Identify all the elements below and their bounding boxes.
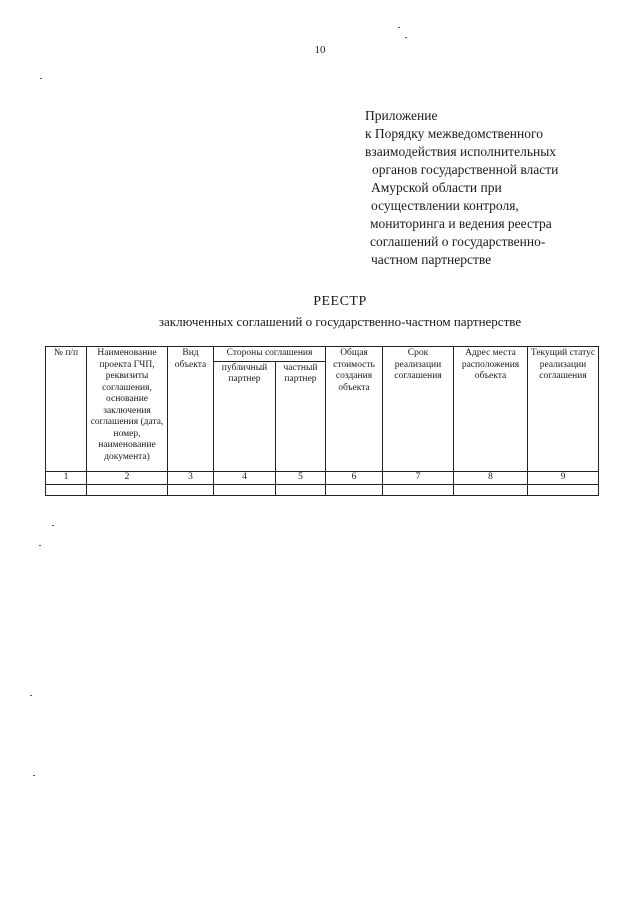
empty-cell <box>87 484 168 495</box>
header-cell-address: Адрес места расположения объекта <box>454 347 528 472</box>
appendix-block <box>365 107 605 269</box>
document-subtitle: заключенных соглашений о государственно-частном партнерстве <box>158 314 522 329</box>
appendix-line: взаимодействия исполнительных <box>365 144 557 159</box>
appendix-line: частном партнерстве <box>371 252 492 267</box>
empty-cell <box>528 484 599 495</box>
header-cell-public-partner: публичный партнер <box>214 361 276 471</box>
header-cell-term: Срок реализации соглашения <box>383 347 454 472</box>
appendix-line: Амурской области при <box>371 180 502 195</box>
column-number-cell: 4 <box>214 471 276 484</box>
header-cell-private-partner: частный партнер <box>276 361 326 471</box>
column-number-cell: 6 <box>326 471 383 484</box>
column-number-cell: 2 <box>87 471 168 484</box>
registry-table <box>45 346 599 496</box>
header-cell-project-name: Наименование проекта ГЧП, реквизиты соглашения, основание заключения соглашения (дата, номер, наименование документа) <box>87 347 168 472</box>
scan-speck <box>39 545 41 546</box>
column-number-cell: 3 <box>168 471 214 484</box>
header-cell-object-type: Вид объекта <box>168 347 214 472</box>
appendix-line: мониторинга и ведения реестра <box>370 216 552 231</box>
appendix-line: осуществлении контроля, <box>371 198 519 213</box>
document-title: РЕЕСТР <box>313 294 367 309</box>
header-row-top <box>46 347 599 362</box>
scan-speck <box>33 775 35 776</box>
page-number: 10 <box>314 44 326 56</box>
scan-speck <box>30 695 32 696</box>
scan-speck <box>40 78 42 79</box>
column-number-cell: 8 <box>454 471 528 484</box>
scan-speck <box>405 37 407 38</box>
header-cell-number: № п/п <box>46 347 87 472</box>
empty-cell <box>276 484 326 495</box>
empty-cell <box>383 484 454 495</box>
column-number-cell: 5 <box>276 471 326 484</box>
appendix-line: соглашений о государственно- <box>370 234 546 249</box>
column-number-cell: 1 <box>46 471 87 484</box>
empty-cell <box>168 484 214 495</box>
column-number-cell: 9 <box>528 471 599 484</box>
column-number-row <box>46 471 599 484</box>
empty-cell <box>46 484 87 495</box>
scan-speck <box>398 27 400 28</box>
appendix-line: органов государственной власти <box>372 162 559 177</box>
empty-cell <box>454 484 528 495</box>
appendix-line: Приложение <box>365 108 438 123</box>
empty-cell <box>214 484 276 495</box>
scan-speck <box>52 525 54 526</box>
empty-cell <box>326 484 383 495</box>
column-number-cell: 7 <box>383 471 454 484</box>
appendix-line: к Порядку межведомственного <box>365 126 543 141</box>
header-cell-parties: Стороны соглашения <box>214 347 326 362</box>
empty-data-row <box>46 484 599 495</box>
header-cell-total-cost: Общая стоимость создания объекта <box>326 347 383 472</box>
header-cell-status: Текущий статус реализации соглашения <box>528 347 599 472</box>
